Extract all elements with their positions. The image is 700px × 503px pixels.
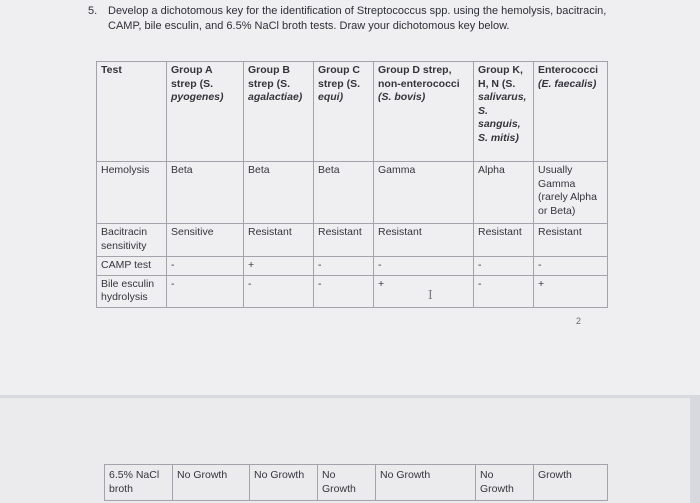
table-cell: - (167, 275, 244, 307)
table-cell: Resistant (534, 224, 608, 257)
row-label: CAMP test (97, 257, 167, 276)
table-cell: Gamma (374, 162, 474, 224)
question-number: 5. (88, 5, 98, 17)
row-label: Bacitracin sensitivity (97, 224, 167, 257)
table-cell: Beta (167, 162, 244, 224)
table-cell: Resistant (374, 224, 474, 257)
table-cell: + (374, 275, 474, 307)
table-cell: - (474, 257, 534, 276)
table-cell: Growth (534, 465, 608, 501)
header-test: Test (97, 62, 167, 162)
table-cell: - (474, 275, 534, 307)
table-cell: - (167, 257, 244, 276)
table-cell: - (314, 257, 374, 276)
table-cell: + (534, 275, 608, 307)
table-header-row (97, 62, 608, 162)
question-text: Develop a dichotomous key for the identification of Streptococcus spp. using the hemolysis, bacitracin, CAMP, bile esculin, and 6.5% NaCl broth tests. Draw your dichotomous key below. (108, 5, 607, 32)
header-enterococci: Enterococci (E. faecalis) (534, 62, 608, 162)
table-row (97, 162, 608, 224)
header-group-k: Group K, H, N (S. salivarus, S. sanguis, S. mitis) (474, 62, 534, 162)
table-row (105, 465, 608, 501)
table-cell: - (244, 275, 314, 307)
row-label: 6.5% NaCl broth (105, 465, 173, 501)
table-row (97, 275, 608, 307)
question-5 (88, 4, 608, 33)
table-cell: No Growth (318, 465, 376, 501)
table-cell: No Growth (250, 465, 318, 501)
table-cell: No Growth (476, 465, 534, 501)
table-cell: No Growth (376, 465, 476, 501)
header-group-c: Group C strep (S. equi) (314, 62, 374, 162)
table-row (97, 224, 608, 257)
table-cell: + (244, 257, 314, 276)
table-cell: - (374, 257, 474, 276)
table-cell: Resistant (474, 224, 534, 257)
row-label: Bile esculin hydrolysis (97, 275, 167, 307)
table-cell: Usually Gamma (rarely Alpha or Beta) (534, 162, 608, 224)
row-label: Hemolysis (97, 162, 167, 224)
header-group-d: Group D strep, non-enterococci (S. bovis) (374, 62, 474, 162)
table-cell: Alpha (474, 162, 534, 224)
table-cell: Resistant (244, 224, 314, 257)
streptococcus-test-table-continued (104, 464, 608, 501)
table-cell: - (534, 257, 608, 276)
table-cell: Beta (314, 162, 374, 224)
table-cell: Resistant (314, 224, 374, 257)
table-cell: - (314, 275, 374, 307)
page-number: 2 (576, 316, 582, 326)
table-cell: Sensitive (167, 224, 244, 257)
streptococcus-test-table (96, 61, 608, 308)
header-group-b: Group B strep (S. agalactiae) (244, 62, 314, 162)
table-cell: No Growth (173, 465, 250, 501)
header-group-a: Group A strep (S. pyogenes) (167, 62, 244, 162)
text-cursor-icon: I (428, 288, 433, 302)
table-row (97, 257, 608, 276)
table-cell: Beta (244, 162, 314, 224)
